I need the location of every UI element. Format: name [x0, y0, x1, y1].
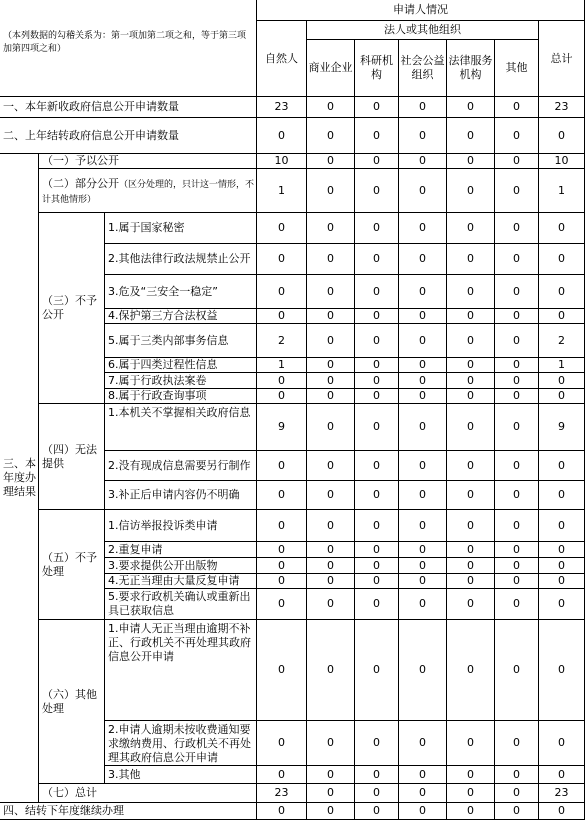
value-cell: 0: [354, 323, 399, 358]
value-cell: 0: [398, 480, 447, 510]
value-cell: 0: [446, 557, 495, 574]
value-cell: 0: [354, 557, 399, 574]
value-cell: 0: [494, 403, 539, 451]
value-cell: 0: [256, 541, 307, 558]
value-cell: 0: [306, 243, 355, 275]
value-cell: 0: [354, 274, 399, 309]
value-cell: 0: [256, 802, 307, 820]
value-cell: 0: [446, 541, 495, 558]
value-cell: 0: [538, 557, 585, 574]
value-cell: 0: [538, 588, 585, 620]
value-cell: 0: [306, 573, 355, 589]
value-cell: 0: [494, 153, 539, 169]
item-label: 4.无正当理由大量反复申请: [104, 573, 257, 589]
item-label: 3.危及“三安全一稳定”: [104, 274, 257, 309]
value-cell: 0: [306, 541, 355, 558]
value-cell: 0: [306, 403, 355, 451]
value-cell: 0: [538, 243, 585, 275]
value-cell: 0: [306, 153, 355, 169]
value-cell: 0: [398, 372, 447, 389]
value-cell: 0: [494, 783, 539, 803]
value-cell: 0: [494, 212, 539, 244]
value-cell: 10: [538, 153, 585, 169]
group-label-unable-to-provide: （四）无法提供: [38, 403, 105, 510]
value-cell: 0: [354, 212, 399, 244]
value-cell: 0: [494, 557, 539, 574]
value-cell: 0: [306, 357, 355, 373]
value-cell: 0: [446, 588, 495, 620]
value-cell: 0: [354, 403, 399, 451]
value-cell: 0: [398, 720, 447, 766]
row-label-partial: [38, 168, 257, 213]
row-label-total: （七）总计: [38, 783, 257, 803]
item-label: 5.属于三类内部事务信息: [104, 323, 257, 358]
value-cell: 0: [494, 588, 539, 620]
value-cell: 0: [306, 96, 355, 118]
value-cell: 0: [538, 541, 585, 558]
value-cell: 0: [354, 357, 399, 373]
item-label: 2.其他法律行政法规禁止公开: [104, 243, 257, 275]
value-cell: 0: [306, 388, 355, 404]
applicant-info-header: 申请人情况: [256, 0, 585, 21]
value-cell: 0: [256, 480, 307, 510]
value-cell: 0: [398, 153, 447, 169]
value-cell: 0: [398, 388, 447, 404]
value-cell: 0: [446, 480, 495, 510]
value-cell: 0: [354, 243, 399, 275]
value-cell: 0: [494, 168, 539, 213]
value-cell: 0: [256, 765, 307, 784]
item-label: 6.属于四类过程性信息: [104, 357, 257, 373]
value-cell: 0: [398, 588, 447, 620]
value-cell: 23: [256, 96, 307, 118]
value-cell: 1: [538, 357, 585, 373]
group-label-not-processed: （五）不予处理: [38, 509, 105, 620]
value-cell: 0: [538, 619, 585, 721]
value-cell: 0: [398, 802, 447, 820]
value-cell: 0: [446, 783, 495, 803]
value-cell: 9: [256, 403, 307, 451]
value-cell: 0: [306, 168, 355, 213]
item-label: 2.申请人逾期未按收费通知要求缴纳费用、行政机关不再处理其政府信息公开申请: [104, 720, 257, 766]
value-cell: 0: [306, 308, 355, 324]
value-cell: 0: [538, 720, 585, 766]
value-cell: 0: [494, 765, 539, 784]
value-cell: 0: [494, 509, 539, 542]
value-cell: 0: [538, 802, 585, 820]
value-cell: 0: [494, 802, 539, 820]
value-cell: 0: [256, 308, 307, 324]
value-cell: 0: [256, 720, 307, 766]
value-cell: 0: [306, 372, 355, 389]
value-cell: 0: [306, 323, 355, 358]
value-cell: 0: [446, 765, 495, 784]
value-cell: 0: [538, 274, 585, 309]
natural-person-header: 自然人: [256, 20, 307, 97]
value-cell: 0: [354, 388, 399, 404]
value-cell: 0: [398, 619, 447, 721]
value-cell: 0: [494, 541, 539, 558]
value-cell: 0: [398, 450, 447, 481]
value-cell: 0: [354, 450, 399, 481]
value-cell: 0: [446, 573, 495, 589]
value-cell: 0: [306, 765, 355, 784]
value-cell: 0: [446, 802, 495, 820]
value-cell: 0: [306, 274, 355, 309]
value-cell: 0: [354, 96, 399, 118]
header-legal-service: 法律服务机构: [446, 39, 495, 97]
value-cell: 0: [256, 117, 307, 154]
item-label: 3.其他: [104, 765, 257, 784]
header-other: 其他: [494, 39, 539, 97]
value-cell: 0: [398, 308, 447, 324]
value-cell: 0: [398, 323, 447, 358]
value-cell: 0: [306, 480, 355, 510]
value-cell: 1: [538, 168, 585, 213]
item-label: 4.保护第三方合法权益: [104, 308, 257, 324]
value-cell: 0: [446, 212, 495, 244]
value-cell: 0: [354, 802, 399, 820]
value-cell: 23: [538, 783, 585, 803]
value-cell: 0: [446, 388, 495, 404]
value-cell: 0: [256, 509, 307, 542]
value-cell: 0: [354, 480, 399, 510]
value-cell: 0: [256, 243, 307, 275]
value-cell: 0: [306, 557, 355, 574]
value-cell: 0: [446, 450, 495, 481]
value-cell: 0: [538, 450, 585, 481]
value-cell: 0: [538, 212, 585, 244]
value-cell: 0: [446, 509, 495, 542]
value-cell: 0: [494, 308, 539, 324]
value-cell: 0: [354, 168, 399, 213]
value-cell: 0: [398, 274, 447, 309]
item-label: 7.属于行政执法案卷: [104, 372, 257, 389]
value-cell: 0: [446, 274, 495, 309]
item-label: 5.要求行政机关确认或重新出具已获取信息: [104, 588, 257, 620]
value-cell: 0: [354, 117, 399, 154]
value-cell: 0: [494, 323, 539, 358]
value-cell: 0: [446, 357, 495, 373]
value-cell: 23: [538, 96, 585, 118]
value-cell: 0: [256, 274, 307, 309]
value-cell: 0: [494, 720, 539, 766]
value-cell: 0: [398, 557, 447, 574]
header-research: 科研机构: [354, 39, 399, 97]
legal-group-header: 法人或其他组织: [306, 20, 539, 40]
value-cell: 0: [306, 619, 355, 721]
value-cell: 0: [306, 588, 355, 620]
value-cell: 0: [306, 509, 355, 542]
value-cell: 9: [538, 403, 585, 451]
value-cell: 0: [256, 557, 307, 574]
value-cell: 0: [306, 117, 355, 154]
value-cell: 0: [446, 403, 495, 451]
value-cell: 2: [256, 323, 307, 358]
value-cell: 0: [538, 480, 585, 510]
value-cell: 0: [446, 168, 495, 213]
group-label-not-disclosed: （三）不予公开: [38, 212, 105, 404]
value-cell: 0: [398, 243, 447, 275]
header-note: （本列数据的勾稽关系为：第一项加第二项之和，等于第三项加第四项之和）: [0, 0, 257, 97]
value-cell: 0: [398, 212, 447, 244]
row-label-public: （一）予以公开: [38, 153, 257, 169]
value-cell: 0: [538, 308, 585, 324]
item-label: 2.没有现成信息需要另行制作: [104, 450, 257, 481]
value-cell: 0: [494, 388, 539, 404]
section3-label: 三、本年度办理结果: [0, 153, 39, 803]
group-label-other-handling: （六）其他处理: [38, 619, 105, 784]
value-cell: 0: [256, 573, 307, 589]
partial-note: （区分处理的，只计这一情形，不计其他情形）: [42, 180, 255, 205]
value-cell: 0: [494, 117, 539, 154]
total-header: 总计: [538, 20, 585, 97]
value-cell: 0: [256, 450, 307, 481]
value-cell: 0: [446, 96, 495, 118]
item-label: 1.本机关不掌握相关政府信息: [104, 403, 257, 451]
value-cell: 0: [306, 212, 355, 244]
value-cell: 0: [538, 388, 585, 404]
value-cell: 10: [256, 153, 307, 169]
value-cell: 0: [494, 96, 539, 118]
item-label: 8.属于行政查询事项: [104, 388, 257, 404]
value-cell: 0: [354, 720, 399, 766]
value-cell: 0: [494, 619, 539, 721]
value-cell: 2: [538, 323, 585, 358]
value-cell: 0: [256, 388, 307, 404]
item-label: 1.申请人无正当理由逾期不补正、行政机关不再处理其政府信息公开申请: [104, 619, 257, 721]
row-label-new-applications: 一、本年新收政府信息公开申请数量: [0, 96, 257, 118]
row-label-carry-forward: 四、结转下年度继续办理: [0, 802, 257, 820]
value-cell: 0: [538, 117, 585, 154]
value-cell: 0: [494, 480, 539, 510]
value-cell: 0: [398, 509, 447, 542]
value-cell: 0: [256, 212, 307, 244]
item-label: 1.信访举报投诉类申请: [104, 509, 257, 542]
value-cell: 0: [398, 541, 447, 558]
value-cell: 0: [398, 168, 447, 213]
value-cell: 0: [446, 153, 495, 169]
value-cell: 0: [306, 450, 355, 481]
value-cell: 0: [398, 783, 447, 803]
value-cell: 0: [494, 357, 539, 373]
value-cell: 0: [494, 573, 539, 589]
value-cell: 0: [446, 372, 495, 389]
value-cell: 0: [398, 765, 447, 784]
value-cell: 0: [354, 509, 399, 542]
value-cell: 23: [256, 783, 307, 803]
header-commercial: 商业企业: [306, 39, 355, 97]
item-label: 2.重复申请: [104, 541, 257, 558]
value-cell: 0: [494, 372, 539, 389]
header-social-welfare: 社会公益组织: [398, 39, 447, 97]
value-cell: 0: [398, 357, 447, 373]
value-cell: 0: [398, 573, 447, 589]
value-cell: 0: [494, 274, 539, 309]
value-cell: 0: [354, 765, 399, 784]
value-cell: 1: [256, 168, 307, 213]
value-cell: 0: [306, 783, 355, 803]
item-label: 3.要求提供公开出版物: [104, 557, 257, 574]
value-cell: 0: [306, 802, 355, 820]
value-cell: 0: [256, 372, 307, 389]
item-label: 1.属于国家秘密: [104, 212, 257, 244]
value-cell: 0: [538, 372, 585, 389]
value-cell: 1: [256, 357, 307, 373]
value-cell: 0: [446, 323, 495, 358]
value-cell: 0: [354, 153, 399, 169]
row-label-carried-over: 二、上年结转政府信息公开申请数量: [0, 117, 257, 154]
value-cell: 0: [446, 117, 495, 154]
value-cell: 0: [494, 243, 539, 275]
value-cell: 0: [256, 619, 307, 721]
value-cell: 0: [446, 243, 495, 275]
value-cell: 0: [354, 372, 399, 389]
value-cell: 0: [354, 783, 399, 803]
value-cell: 0: [354, 308, 399, 324]
partial-label: （二）部分公开: [42, 177, 119, 190]
value-cell: 0: [398, 403, 447, 451]
value-cell: 0: [354, 619, 399, 721]
value-cell: 0: [354, 588, 399, 620]
value-cell: 0: [354, 541, 399, 558]
item-label: 3.补正后申请内容仍不明确: [104, 480, 257, 510]
value-cell: 0: [446, 619, 495, 721]
value-cell: 0: [446, 720, 495, 766]
value-cell: 0: [398, 117, 447, 154]
value-cell: 0: [398, 96, 447, 118]
value-cell: 0: [538, 509, 585, 542]
value-cell: 0: [354, 573, 399, 589]
value-cell: 0: [538, 765, 585, 784]
value-cell: 0: [306, 720, 355, 766]
value-cell: 0: [538, 573, 585, 589]
value-cell: 0: [256, 588, 307, 620]
value-cell: 0: [446, 308, 495, 324]
value-cell: 0: [494, 450, 539, 481]
